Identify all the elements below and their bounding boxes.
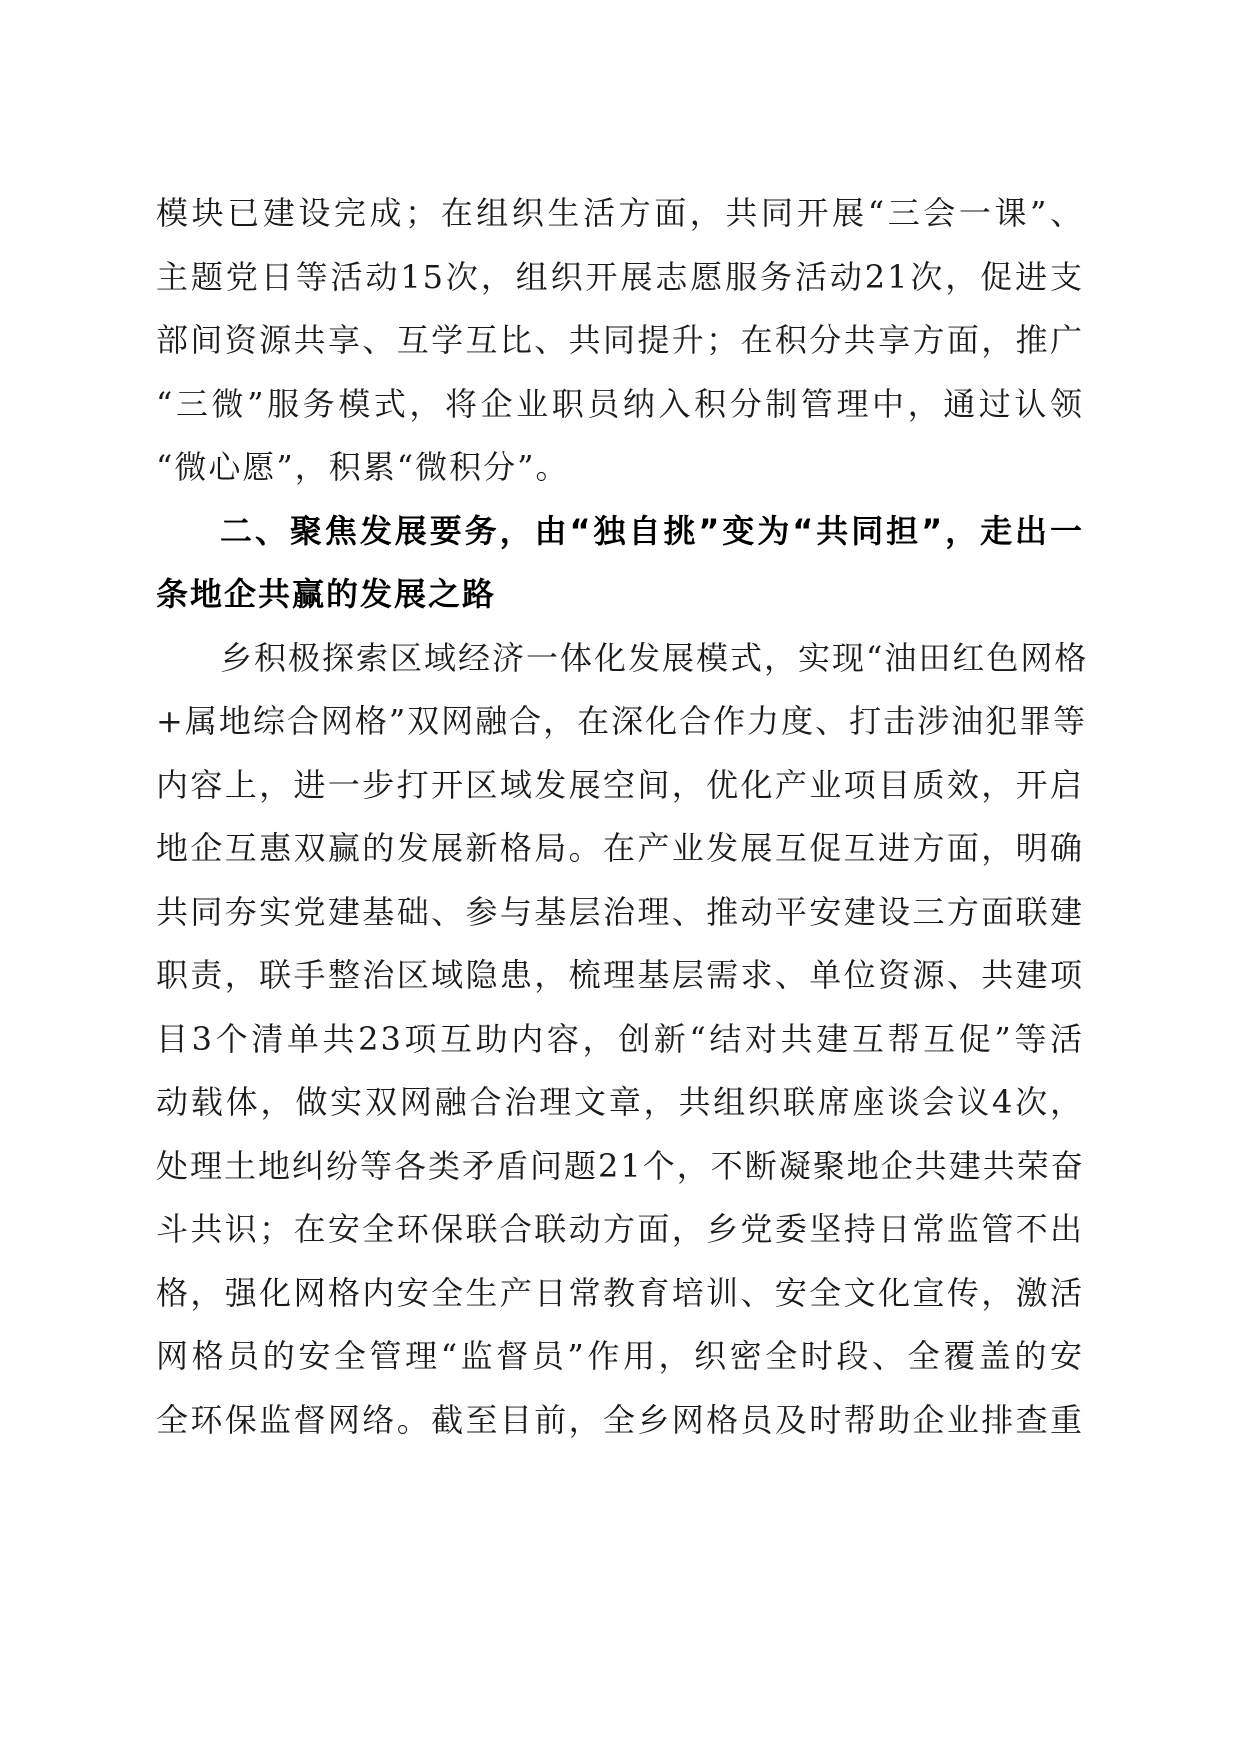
text-line: “微心愿”，积累“微积分”。 <box>156 448 570 486</box>
text-line: 内容上，进一步打开区域发展空间，优化产业项目质效，开启 <box>156 765 1084 804</box>
text-line: 格，强化网格内安全生产日常教育培训、安全文化宣传，激活 <box>156 1273 1084 1312</box>
text-line: 斗共识；在安全环保联合联动方面，乡党委坚持日常监管不出 <box>156 1210 1084 1248</box>
text-line: 乡积极探索区域经济一体化发展模式，实现“油田红色网格 <box>220 638 1089 677</box>
document-body <box>156 182 1089 1452</box>
text-line: 共同夯实党建基础、参与基层治理、推动平安建设三方面联建 <box>156 892 1084 931</box>
text-line: “三微”服务模式，将企业职员纳入积分制管理中，通过认领 <box>156 384 1084 423</box>
text-line: 部间资源共享、互学互比、共同提升；在积分共享方面，推广 <box>156 321 1084 359</box>
heading-line: 二、聚焦发展要务，由“独自挑”变为“共同担”，走出一 <box>220 511 1084 550</box>
text-line: 模块已建设完成；在组织生活方面，共同开展“三会一课”、 <box>156 194 1084 232</box>
text-line: +属地综合网格”双网融合，在深化合作力度、打击涉油犯罪等 <box>156 702 1088 740</box>
text-line: 全环保监督网络。截至目前，全乡网格员及时帮助企业排查重 <box>156 1400 1084 1439</box>
text-line: 地企互惠双赢的发展新格局。在产业发展互促互进方面，明确 <box>156 829 1084 867</box>
text-line: 目3个清单共23项互助内容，创新“结对共建互帮互促”等活 <box>156 1019 1084 1058</box>
text-line: 职责，联手整治区域隐患，梳理基层需求、单位资源、共建项 <box>156 956 1084 994</box>
paragraph-organization-life <box>156 182 1084 500</box>
text-line: 网格员的安全管理“监督员”作用，织密全时段、全覆盖的安 <box>156 1337 1084 1375</box>
text-line: 处理土地纠纷等各类矛盾问题21个，不断凝聚地企共建共荣奋 <box>156 1146 1085 1185</box>
text-line: 动载体，做实双网融合治理文章，共组织联席座谈会议4次， <box>156 1083 1084 1121</box>
paragraph-regional-development <box>156 627 1089 1453</box>
heading-line: 条地企共赢的发展之路 <box>156 575 497 613</box>
section-heading-2 <box>156 500 1084 627</box>
text-line: 主题党日等活动15次，组织开展志愿服务活动21次，促进支 <box>156 257 1084 296</box>
